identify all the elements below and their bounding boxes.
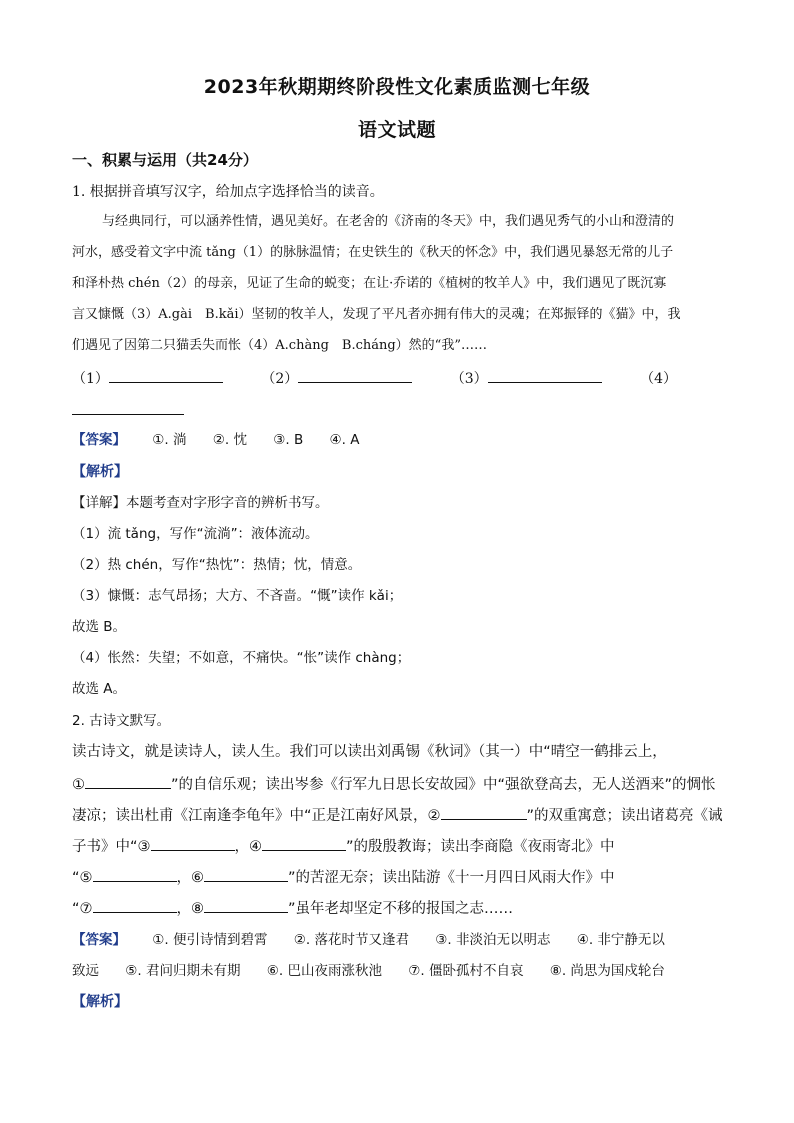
question-1-stem: 1. 根据拼音填写汉字，给加点字选择恰当的读音。 bbox=[72, 184, 384, 200]
poem-text: ，⑧ bbox=[176, 901, 205, 917]
answer-item: ③. B bbox=[273, 432, 304, 448]
answer-item: ⑧. 尚思为国戍轮台 bbox=[549, 963, 665, 979]
explanation-line: 故选 A。 bbox=[72, 681, 127, 697]
detail-text: 本题考查对字形字音的辨析书写。 bbox=[126, 495, 329, 511]
blank-label: （2） bbox=[261, 371, 299, 387]
explanation-line: 故选 B。 bbox=[72, 619, 127, 635]
poem-text: ，④ bbox=[234, 839, 263, 855]
exam-title: 2023年秋期期终阶段性文化素质监测七年级 bbox=[203, 76, 591, 98]
poem-text: 子书》中“③ bbox=[72, 839, 151, 855]
analysis-tag: 【解析】 bbox=[72, 994, 128, 1010]
poem-text: “⑤ bbox=[72, 870, 93, 886]
passage-line: 和泽朴热 chén（2）的母亲，见证了生命的蜕变；在让·乔诺的《植树的牧羊人》中，我们遇见了既沉寡 bbox=[72, 276, 667, 291]
explanation-line: （1）流 tǎng，写作“流淌”：液体流动。 bbox=[72, 526, 319, 542]
exam-subtitle: 语文试题 bbox=[357, 119, 436, 141]
explanation-line: （2）热 chén，写作“热忱”：热情；忱，情意。 bbox=[72, 557, 362, 573]
answer-blank[interactable] bbox=[488, 368, 602, 383]
answer-row bbox=[72, 961, 722, 981]
poem-text: ”虽年老却坚定不移的报国之志…… bbox=[288, 901, 514, 917]
answer-blank[interactable] bbox=[109, 368, 223, 383]
passage-line: 河水，感受着文字中流 tǎng（1）的脉脉温情；在史铁生的《秋天的怀念》中，我们遇见暴怒无常的儿子 bbox=[72, 245, 674, 260]
answer-item: ⑦. 僵卧孤村不自哀 bbox=[408, 963, 524, 979]
poem-text: ”的苦涩无奈；读出陆游《十一月四日风雨大作》中 bbox=[288, 870, 615, 886]
answer-item: ②. 落花时节又逢君 bbox=[293, 932, 409, 948]
answer-tag: 【答案】 bbox=[72, 932, 126, 948]
answer-item: ⑤. 君问归期未有期 bbox=[125, 963, 241, 979]
blank-label: （1） bbox=[72, 371, 109, 387]
answer-item: ①. 便引诗情到碧霄 bbox=[152, 932, 268, 948]
detail-tag: 【详解】 bbox=[72, 495, 126, 511]
answer-item: ⑥. 巴山夜雨涨秋池 bbox=[266, 963, 382, 979]
blank-number: ① bbox=[72, 777, 85, 793]
answer-item: ④. A bbox=[329, 432, 360, 448]
answer-blanks-row bbox=[72, 368, 722, 389]
poem-text: ”的殷殷教诲；读出李商隐《夜雨寄北》中 bbox=[346, 839, 615, 855]
poem-line bbox=[72, 805, 722, 826]
passage-line: 与经典同行，可以涵养性情，遇见美好。在老舍的《济南的冬天》中，我们遇见秀气的小山和澄清的 bbox=[102, 214, 675, 229]
answer-item: ①. 淌 bbox=[152, 432, 187, 448]
answer-item: ③. 非淡泊无以明志 bbox=[435, 932, 551, 948]
poem-line bbox=[72, 867, 722, 888]
explanation-line: （3）慷慨：志气昂扬；大方、不吝啬。“慨”读作 kǎi； bbox=[72, 588, 403, 604]
poem-line: 读古诗文，就是读诗人，读人生。我们可以读出刘禹锡《秋词》（其一）中“晴空一鹤排云上， bbox=[72, 744, 667, 760]
answer-blank[interactable] bbox=[298, 368, 412, 383]
blank-label: （3） bbox=[450, 371, 488, 387]
poem-line bbox=[72, 774, 722, 795]
answer-blank[interactable] bbox=[151, 836, 235, 851]
question-2-stem: 2. 古诗文默写。 bbox=[72, 713, 171, 729]
answer-blank[interactable] bbox=[441, 805, 527, 820]
answer-blank[interactable] bbox=[85, 774, 171, 789]
poem-text: ，⑥ bbox=[176, 870, 205, 886]
poem-text: “⑦ bbox=[72, 901, 93, 917]
answer-blank[interactable] bbox=[204, 867, 288, 882]
answer-blanks-row-cont bbox=[72, 400, 722, 421]
passage-line: 言又慷慨（3）A.gài B.kǎi）坚韧的牧羊人，发现了平凡者亦拥有伟大的灵魂；在郑振铎的《猫》中，我 bbox=[72, 307, 681, 322]
answer-item: ④. 非宁静无以 bbox=[576, 932, 665, 948]
section-heading: 一、积累与运用（共24分） bbox=[72, 151, 258, 169]
answer-item: 致远 bbox=[72, 963, 99, 979]
poem-line bbox=[72, 898, 722, 919]
answer-blank[interactable] bbox=[204, 898, 288, 913]
answer-blank[interactable] bbox=[72, 400, 184, 415]
explanation-line: （4）怅然：失望；不如意，不痛快。“怅”读作 chàng； bbox=[72, 650, 411, 666]
answer-row bbox=[72, 930, 722, 950]
detail-row bbox=[72, 493, 722, 513]
poem-text: 凄凉；读出杜甫《江南逢李龟年》中“正是江南好风景，② bbox=[72, 808, 441, 824]
answer-tag: 【答案】 bbox=[72, 432, 126, 448]
passage-line: 们遇见了因第二只猫丢失而怅（4）A.chàng B.cháng）然的“我”…… bbox=[72, 338, 487, 353]
blank-label: （4） bbox=[640, 371, 678, 387]
answer-blank[interactable] bbox=[93, 898, 177, 913]
answer-item: ②. 忱 bbox=[212, 432, 247, 448]
poem-text: ”的自信乐观；读出岑参《行军九日思长安故园》中“强欲登高去，无人送酒来”的惆怅 bbox=[171, 777, 716, 793]
answer-blank[interactable] bbox=[93, 867, 177, 882]
poem-line bbox=[72, 836, 722, 857]
answer-blank[interactable] bbox=[262, 836, 346, 851]
poem-text: ”的双重寓意；读出诸葛亮《诫 bbox=[526, 808, 723, 824]
analysis-tag: 【解析】 bbox=[72, 464, 128, 480]
answer-row bbox=[72, 430, 722, 450]
